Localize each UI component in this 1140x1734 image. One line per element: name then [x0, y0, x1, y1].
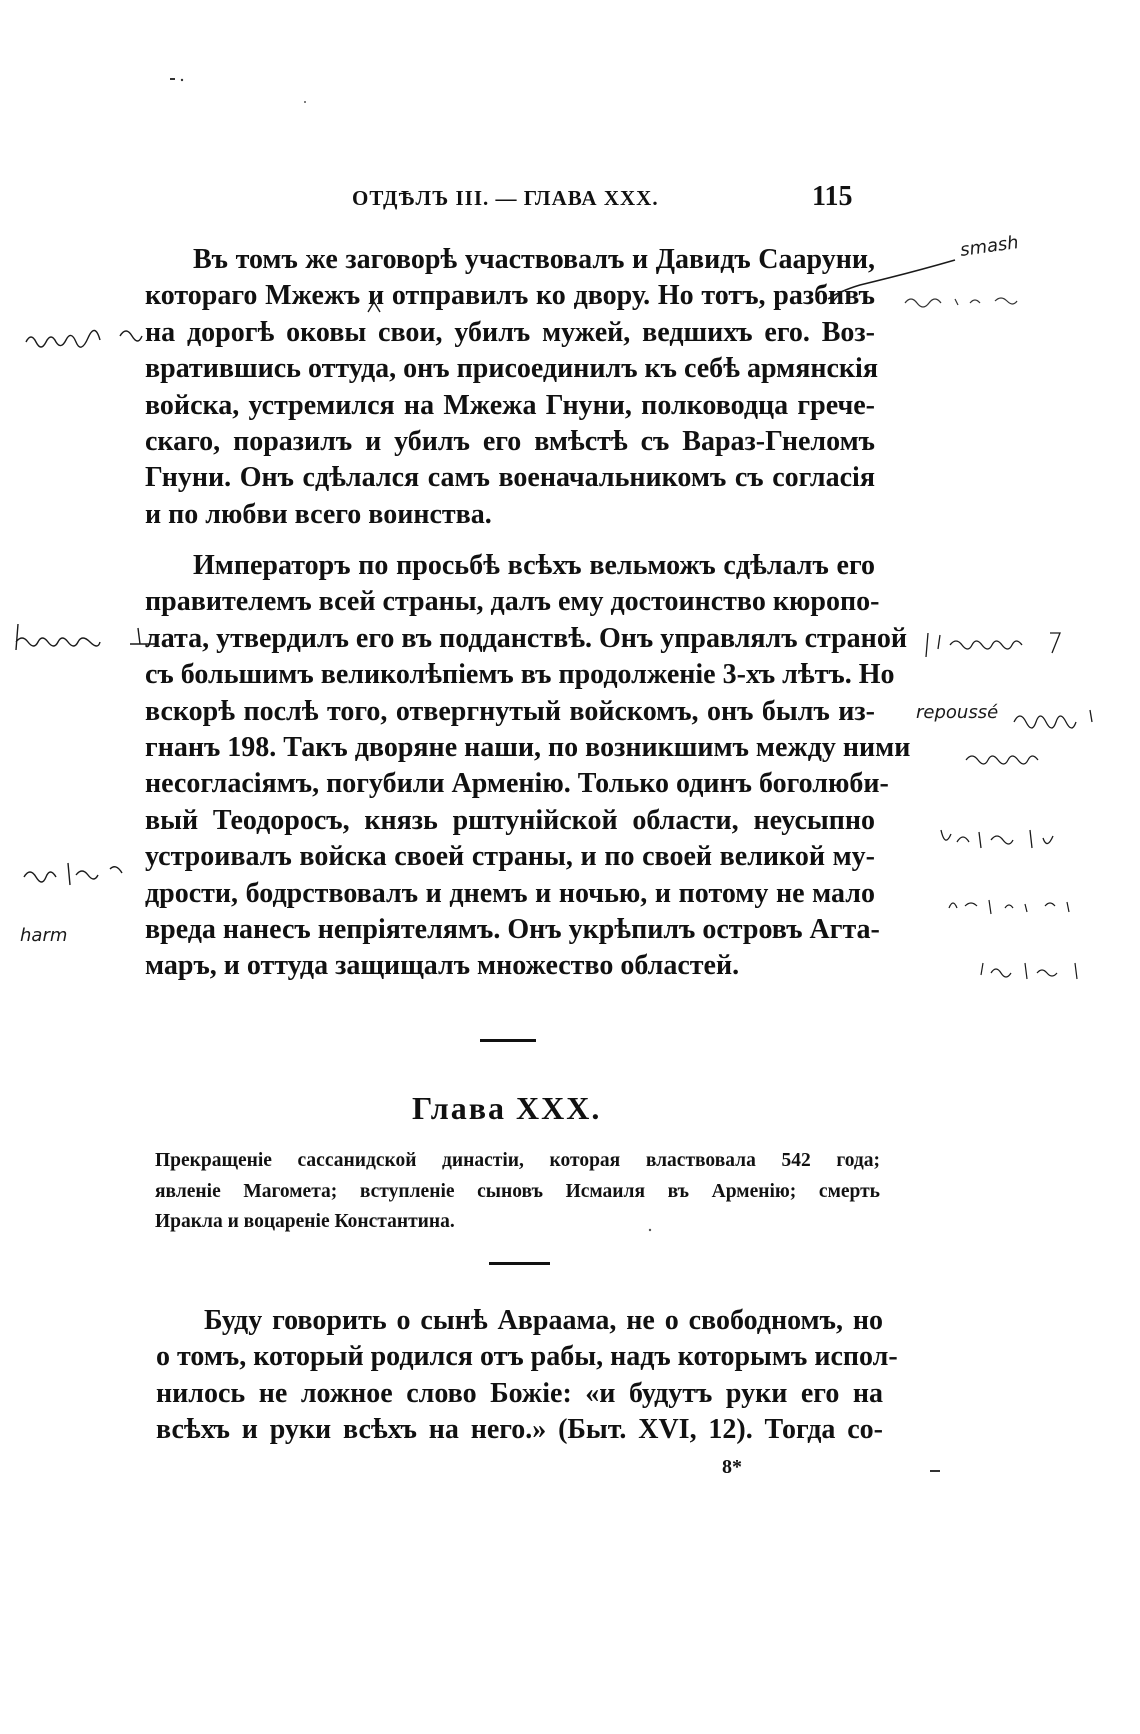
text-line: правителемъ всей страны, далъ ему достоинство кюропо- — [145, 586, 880, 618]
handwritten-scribble-icon — [10, 620, 160, 660]
summary-line: Иракла и воцареніе Константина. — [155, 1211, 455, 1233]
text-line: несогласіямъ, погубили Арменію. Только одинъ боголюби- — [145, 768, 889, 800]
text-line: вреда нанесъ непріятелямъ. Онъ укрѣпилъ островъ Агта- — [145, 914, 880, 946]
text-line: нилось не ложное слово Божіе: «и будутъ руки его на — [156, 1377, 883, 1409]
text-line: съ большимъ великолѣпіемъ въ продолженіе 3-хъ лѣтъ. Но — [145, 659, 895, 691]
text-line: лата, утвердилъ его въ подданствѣ. Онъ управлялъ страной — [145, 622, 907, 654]
text-line: маръ, и оттуда защищалъ множество областей. — [145, 950, 740, 982]
signature-mark: 8* — [722, 1456, 742, 1478]
text-line: Въ томъ же заговорѣ участвовалъ и Давидъ Сааруни, — [193, 244, 875, 275]
text-line: дрости, бодрствовалъ и днемъ и ночью, и потому не мало — [145, 877, 875, 909]
text-line: всѣхъ и руки всѣхъ на него.» (Быт. XVI, 12). Тогда со- — [156, 1414, 883, 1446]
summary-line: явленіе Магомета; вступленіе сыновъ Исмаиля въ Арменію; смерть — [155, 1180, 880, 1202]
text-line: о томъ, который родился отъ рабы, надъ которымъ испол- — [156, 1341, 898, 1373]
text-line: гнанъ 198. Такъ дворяне наши, по возникшимъ между ними — [145, 732, 911, 764]
margin-note-repousse: repoussé — [916, 702, 999, 723]
handwritten-scribble-icon — [20, 318, 150, 358]
running-head: ОТДѢЛЪ III. — ГЛАВА XXX. — [352, 186, 659, 210]
text-line: вый Теодоросъ, князь рштунійской области, неусыпно — [145, 804, 875, 836]
margin-note-smash: smash — [958, 232, 1020, 261]
text-line: Буду говорить о сынѣ Авраама, не о свободномъ, но — [204, 1305, 883, 1336]
handwritten-scribble-icon — [1010, 700, 1110, 740]
text-line: скаго, поразилъ и убилъ его вмѣстѣ съ Вараз-Гнеломъ — [145, 426, 875, 458]
text-line: вскорѣ послѣ того, отвергнутый войскомъ, онъ былъ из- — [145, 695, 875, 727]
text-line: Гнуни. Онъ сдѣлался самъ военачальникомъ съ согласія — [145, 462, 875, 494]
text-line: устроивалъ войска своей страны, и по своей великой му- — [145, 841, 875, 873]
text-line: на дорогѣ оковы свои, убилъ мужей, ведшихъ его. Воз- — [145, 316, 875, 348]
text-line: Императоръ по просьбѣ всѣхъ вельможъ сдѣлалъ его — [193, 550, 875, 581]
text-line: и по любви всего воинства. — [145, 498, 492, 530]
text-line: котораго Мжежъ и отправилъ ко двору. Но тотъ, разбивъ — [145, 280, 875, 312]
handwritten-scribble-icon — [18, 855, 138, 895]
text-line: войска, устремился на Мжежа Гнуни, полководца грече- — [145, 389, 875, 421]
chapter-title: Глава XXX. — [412, 1090, 602, 1126]
page-number: 115 — [812, 181, 853, 212]
paper-specks-icon — [170, 60, 1010, 1560]
text-line: вратившись оттуда, онъ присоединилъ къ себѣ армянскія — [145, 353, 878, 385]
summary-line: Прекращеніе сассанидской династіи, которая властвовала 542 года; — [155, 1150, 880, 1171]
margin-note-harm: harm — [20, 925, 68, 946]
